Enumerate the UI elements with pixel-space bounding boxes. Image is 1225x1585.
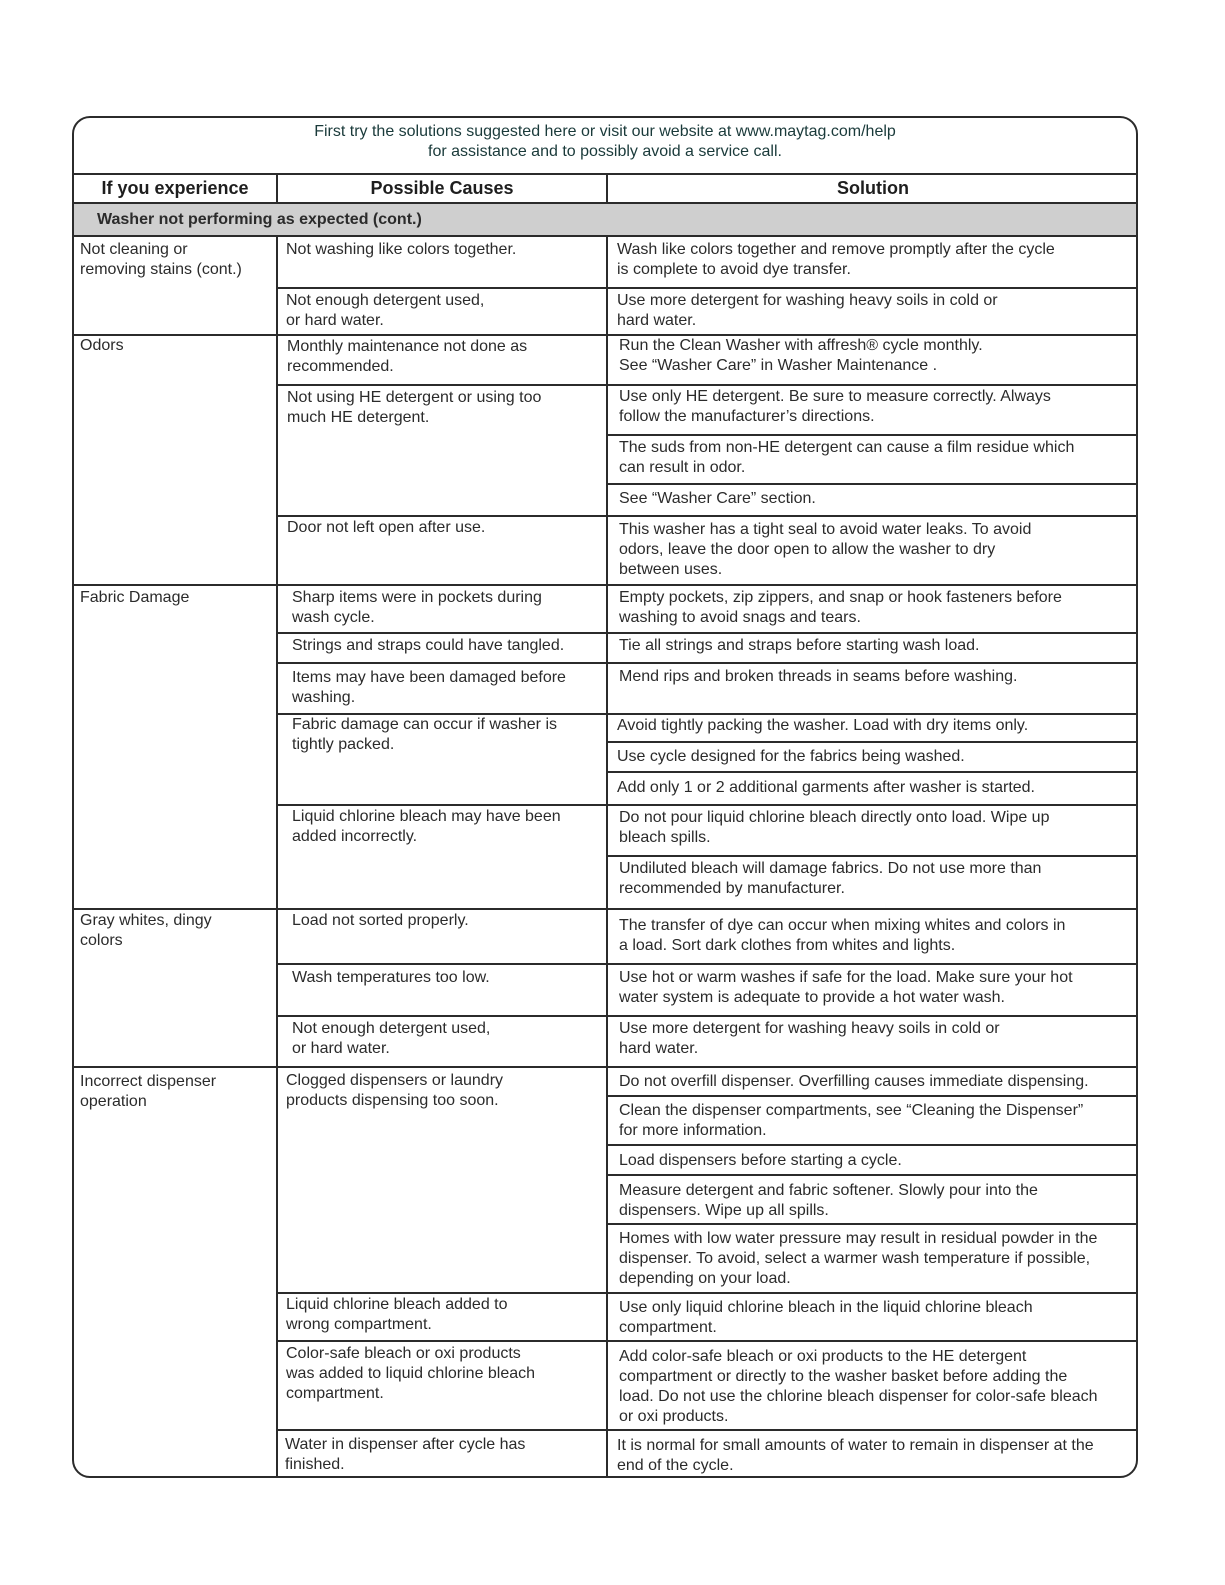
solution-cell: Wash like colors together and remove promptly after the cycle is complete to avoid dye transfer.: [617, 241, 1055, 278]
row-divider: [276, 963, 1136, 965]
solution-cell: Use only HE detergent. Be sure to measure correctly. Always follow the manufacturer’s directions.: [619, 388, 1051, 425]
cause-cell: Liquid chlorine bleach may have been added incorrectly.: [292, 808, 561, 845]
row-divider: [276, 1340, 1136, 1342]
solution-cell: The suds from non-HE detergent can cause a film residue which can result in odor.: [619, 439, 1075, 476]
solution-cell: Load dispensers before starting a cycle.: [619, 1152, 902, 1169]
solution-cell: Avoid tightly packing the washer. Load with dry items only.: [617, 717, 1029, 734]
row-divider: [606, 855, 1136, 857]
solution-cell: Add color-safe bleach or oxi products to the HE detergent compartment or directly to the washer basket before adding the load. Do not use the chlorine bleach dispenser for color-safe bleach or oxi products.: [619, 1348, 1098, 1425]
section-title: Washer not performing as expected (cont.): [74, 204, 1136, 237]
cause-cell: Water in dispenser after cycle has finished.: [285, 1436, 526, 1473]
row-divider: [276, 515, 1136, 517]
row-divider: [276, 1292, 1136, 1294]
solution-cell: Use more detergent for washing heavy soils in cold or hard water.: [619, 1020, 1000, 1057]
solution-cell: Use more detergent for washing heavy soils in cold or hard water.: [617, 292, 998, 329]
solution-cell: Use hot or warm washes if safe for the load. Make sure your hot water system is adequate to provide a hot water wash.: [619, 969, 1073, 1006]
row-divider: [606, 741, 1136, 743]
column-divider: [276, 173, 278, 204]
solution-cell: See “Washer Care” section.: [619, 490, 816, 507]
row-divider: [74, 1066, 1136, 1068]
intro-line-2: for assistance and to possibly avoid a service call.: [428, 143, 782, 160]
cause-cell: Liquid chlorine bleach added to wrong compartment.: [286, 1296, 508, 1333]
cause-cell: Load not sorted properly.: [292, 912, 469, 929]
row-divider: [606, 1095, 1136, 1097]
solution-cell: The transfer of dye can occur when mixing whites and colors in a load. Sort dark clothes from whites and lights.: [619, 917, 1066, 954]
intro-line-1: First try the solutions suggested here or visit our website at www.maytag.com/help: [314, 123, 896, 140]
solution-cell: Homes with low water pressure may result in residual powder in the dispenser. To avoid, select a warmer wash temperature if possible, depending on your load.: [619, 1230, 1098, 1287]
row-divider: [74, 908, 1136, 910]
problem-cell: Odors: [80, 337, 124, 354]
solution-cell: Undiluted bleach will damage fabrics. Do not use more than recommended by manufacturer.: [619, 860, 1042, 897]
row-divider: [606, 1144, 1136, 1146]
table-header: [74, 173, 1136, 204]
cause-cell: Not washing like colors together.: [286, 241, 517, 258]
troubleshooting-table: [72, 116, 1138, 1478]
row-divider: [606, 771, 1136, 773]
cause-cell: Wash temperatures too low.: [292, 969, 490, 986]
row-divider: [606, 483, 1136, 485]
row-divider: [606, 1223, 1136, 1225]
cause-cell: Strings and straps could have tangled.: [292, 637, 565, 654]
solution-cell: Do not overfill dispenser. Overfilling causes immediate dispensing.: [619, 1073, 1089, 1090]
column-divider: [606, 173, 608, 204]
solution-cell: Empty pockets, zip zippers, and snap or hook fasteners before washing to avoid snags and tears.: [619, 589, 1062, 626]
solution-cell: This washer has a tight seal to avoid water leaks. To avoid odors, leave the door open to allow the washer to dry between uses.: [619, 521, 1032, 578]
row-divider: [276, 1429, 1136, 1431]
row-divider: [276, 632, 1136, 634]
cause-cell: Clogged dispensers or laundry products dispensing too soon.: [286, 1072, 504, 1109]
row-divider: [276, 384, 1136, 386]
problem-cell: Not cleaning or removing stains (cont.): [80, 241, 242, 278]
problem-cell: Incorrect dispenser operation: [80, 1073, 217, 1110]
row-divider: [276, 1015, 1136, 1017]
solution-cell: Mend rips and broken threads in seams before washing.: [619, 668, 1018, 685]
cause-cell: Not enough detergent used, or hard water.: [292, 1020, 491, 1057]
solution-cell: It is normal for small amounts of water to remain in dispenser at the end of the cycle.: [617, 1437, 1094, 1474]
cause-cell: Sharp items were in pockets during wash cycle.: [292, 589, 542, 626]
cause-cell: Monthly maintenance not done as recommended.: [287, 338, 528, 375]
header-solution: Solution: [837, 178, 909, 198]
cause-cell: Not using HE detergent or using too much HE detergent.: [287, 389, 542, 426]
cause-cell: Color-safe bleach or oxi products was added to liquid chlorine bleach compartment.: [286, 1345, 536, 1402]
solution-cell: Run the Clean Washer with affresh® cycle monthly. See “Washer Care” in Washer Maintenance .: [619, 337, 983, 374]
header-causes: Possible Causes: [370, 178, 514, 198]
row-divider: [606, 434, 1136, 436]
cause-cell: Door not left open after use.: [287, 519, 486, 536]
intro-text: [74, 118, 1136, 173]
cause-cell: Items may have been damaged before washing.: [292, 669, 566, 706]
row-divider: [606, 1174, 1136, 1176]
row-divider: [276, 662, 1136, 664]
cause-cell: Fabric damage can occur if washer is tightly packed.: [292, 716, 557, 753]
problem-cell: Gray whites, dingy colors: [80, 912, 212, 949]
solution-cell: Measure detergent and fabric softener. Slowly pour into the dispensers. Wipe up all spills.: [619, 1182, 1038, 1219]
solution-cell: Clean the dispenser compartments, see “Cleaning the Dispenser” for more information.: [619, 1102, 1084, 1139]
row-divider: [276, 804, 1136, 806]
solution-cell: Add only 1 or 2 additional garments after washer is started.: [617, 779, 1035, 796]
problem-cell: Fabric Damage: [80, 589, 190, 606]
row-divider: [74, 584, 1136, 586]
solution-cell: Do not pour liquid chlorine bleach directly onto load. Wipe up bleach spills.: [619, 809, 1050, 846]
solution-cell: Use cycle designed for the fabrics being washed.: [617, 748, 965, 765]
solution-cell: Use only liquid chlorine bleach in the liquid chlorine bleach compartment.: [619, 1299, 1033, 1336]
header-experience: If you experience: [101, 178, 249, 198]
row-divider: [276, 287, 1136, 289]
cause-cell: Not enough detergent used, or hard water.: [286, 292, 485, 329]
solution-cell: Tie all strings and straps before starting wash load.: [619, 637, 980, 654]
